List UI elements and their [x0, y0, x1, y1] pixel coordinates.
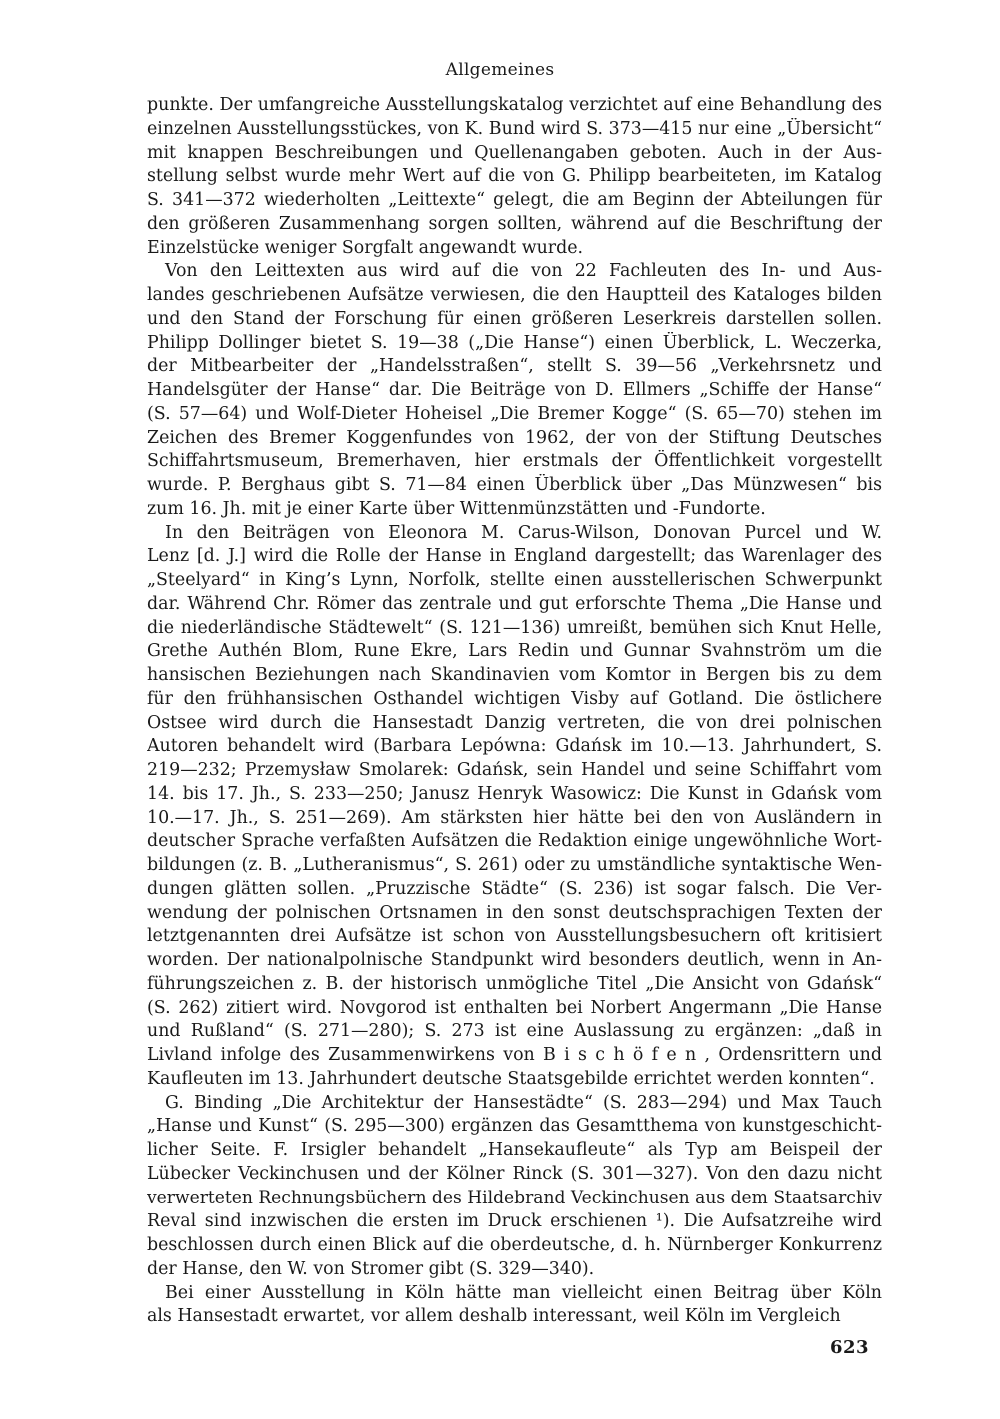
text-line: (S. 262) zitiert wird. Novgorod ist enthalten bei Norbert Angermann „Die Hanse	[147, 997, 882, 1018]
text-line: als Hansestadt erwartet, vor allem deshalb interessant, weil Köln im Vergleich	[147, 1306, 841, 1327]
text-line: Philipp Dollinger bietet S. 19—38 („Die Hanse“) einen Überblick, L. Weczerka,	[147, 332, 882, 353]
text-line: Ostsee wird durch die Hansestadt Danzig vertreten, die von drei polnischen	[147, 712, 882, 733]
text-line: S. 341—372 wiederholten „Leittexte“ gelegt, die am Beginn der Abteilungen für	[147, 190, 882, 210]
text-line: Grethe Authén Blom, Rune Ekre, Lars Redin und Gunnar Svahnström um die	[147, 641, 882, 662]
text-line: der Mitbearbeiter der „Handelsstraßen“, stellt S. 39—56 „Verkehrsnetz und	[147, 356, 882, 377]
running-head: Allgemeines	[445, 60, 555, 80]
paragraph	[147, 522, 882, 1092]
text-line: dar. Während Chr. Römer das zentrale und gut erforschte Thema „Die Hanse und	[147, 593, 882, 614]
text-line: der Hanse, den W. von Stromer gibt (S. 329—340).	[147, 1258, 595, 1279]
text-line: landes geschriebenen Aufsätze verwiesen, die den Hauptteil des Kataloges bilden	[147, 285, 882, 305]
text-line: hansischen Beziehungen nach Skandinavien vom Komtor in Bergen bis zu dem	[147, 665, 882, 685]
text-line: wurde. P. Berghaus gibt S. 71—84 einen Überblick über „Das Münzwesen“ bis	[147, 475, 882, 495]
text-line: zum 16. Jh. mit je einer Karte über Wittenmünzstätten und -Fundorte.	[147, 498, 766, 519]
text-line: Autoren behandelt wird (Barbara Lepówna: Gdańsk im 10.—13. Jahrhundert, S.	[147, 736, 882, 757]
paragraph	[147, 1092, 882, 1282]
text-body	[147, 94, 882, 1329]
text-line: „Steelyard“ in King’s Lynn, Norfolk, stellte einen ausstellerischen Schwerpunkt	[147, 570, 882, 590]
text-line: bildungen (z. B. „Lutheranismus“, S. 261) oder zu umständliche syntaktische Wen-	[147, 855, 882, 875]
text-line: 219—232; Przemysław Smolarek: Gdańsk, sein Handel und seine Schiffahrt vom	[147, 760, 882, 780]
text-line: punkte. Der umfangreiche Ausstellungskatalog verzichtet auf eine Behandlung des	[147, 95, 882, 115]
text-line: In den Beiträgen von Eleonora M. Carus-Wilson, Donovan Purcel und W.	[165, 522, 882, 543]
text-line: worden. Der nationalpolnische Standpunkt wird besonders deutlich, wenn in An-	[147, 950, 882, 970]
text-line: einzelnen Ausstellungsstückes, von K. Bund wird S. 373—415 nur eine „Übersicht“	[147, 118, 882, 139]
text-line: licher Seite. F. Irsigler behandelt „Hansekaufleute“ als Typ am Beispeil der	[147, 1140, 882, 1160]
text-line: und den Stand der Forschung für einen größeren Leserkreis darstellen sollen.	[147, 308, 882, 329]
text-line: Lübecker Veckinchusen und der Kölner Rinck (S. 301—327). Von den dazu nicht	[147, 1163, 882, 1184]
text-line: mit knappen Beschreibungen und Quellenangaben geboten. Auch in der Aus-	[147, 142, 882, 163]
text-line: Handelsgüter der Hanse“ dar. Die Beiträge von D. Ellmers „Schiffe der Hanse“	[147, 380, 882, 400]
text-line: Von den Leittexten aus wird auf die von 22 Fachleuten des In- und Aus-	[165, 261, 882, 282]
text-line: dungen glätten sollen. „Pruzzische Städte“ (S. 236) ist sogar falsch. Die Ver-	[147, 878, 882, 899]
text-line: stellung selbst wurde mehr Wert auf die von G. Philipp bearbeiteten, im Katalog	[147, 166, 882, 187]
text-line: Reval sind inzwischen die ersten im Druck erschienen ¹). Die Aufsatzreihe wird	[147, 1211, 882, 1232]
text-line: G. Binding „Die Architektur der Hansestädte“ (S. 283—294) und Max Tauch	[165, 1092, 882, 1113]
text-line: die niederländische Städtewelt“ (S. 121—136) umreißt, bemühen sich Knut Helle,	[147, 617, 882, 638]
text-line: deutscher Sprache verfaßten Aufsätzen die Redaktion einige ungewöhnliche Wort-	[147, 831, 882, 852]
text-line: 14. bis 17. Jh., S. 233—250; Janusz Henryk Wasowicz: Die Kunst in Gdańsk vom	[147, 783, 882, 804]
paragraph	[147, 260, 882, 521]
text-line: (S. 57—64) und Wolf-Dieter Hoheisel „Die Bremer Kogge“ (S. 65—70) stehen im	[147, 403, 882, 424]
text-line: für den frühhansischen Osthandel wichtigen Visby auf Gotland. Die östlichere	[147, 688, 882, 709]
page-number: 623	[830, 1337, 870, 1358]
text-line: Einzelstücke weniger Sorgfalt angewandt wurde.	[147, 237, 584, 258]
text-line: Livland infolge des Zusammenwirkens von B i s c h ö f e n , Ordensrittern und	[147, 1045, 882, 1065]
text-line: den größeren Zusammenhang sorgen sollten, während auf die Beschriftung der	[147, 213, 882, 234]
text-line: Lenz [d. J.] wird die Rolle der Hanse in England dargestellt; das Warenlager des	[147, 546, 882, 567]
text-line: führungszeichen z. B. der historisch unmögliche Titel „Die Ansicht von Gdańsk“	[147, 973, 882, 994]
text-line: Bei einer Ausstellung in Köln hätte man vielleicht einen Beitrag über Köln	[165, 1282, 882, 1303]
text-line: wendung der polnischen Ortsnamen in den sonst deutschsprachigen Texten der	[147, 902, 882, 923]
text-line: und Rußland“ (S. 271—280); S. 273 ist eine Auslassung zu ergänzen: „daß in	[147, 1021, 882, 1042]
text-line: Schiffahrtsmuseum, Bremerhaven, hier erstmals der Öffentlichkeit vorgestellt	[147, 451, 882, 472]
paragraph	[147, 94, 882, 260]
text-line: letztgenannten drei Aufsätze ist schon von Ausstellungsbesuchern oft kritisiert	[147, 926, 882, 947]
paragraph	[147, 1282, 882, 1330]
text-line: 10.—17. Jh., S. 251—269). Am stärksten hier hätte bei den von Ausländern in	[147, 807, 882, 828]
text-line: beschlossen durch einen Blick auf die oberdeutsche, d. h. Nürnberger Konkurrenz	[147, 1235, 882, 1255]
text-line: „Hanse und Kunst“ (S. 295—300) ergänzen das Gesamtthema von kunstgeschicht-	[147, 1116, 882, 1137]
text-line: verwerteten Rechnungsbüchern des Hildebrand Veckinchusen aus dem Staatsarchiv	[147, 1187, 882, 1208]
text-line: Zeichen des Bremer Koggenfundes von 1962, der von der Stiftung Deutsches	[147, 427, 882, 448]
text-line: Kaufleuten im 13. Jahrhundert deutsche Staatsgebilde errichtet werden konnten“.	[147, 1068, 875, 1089]
